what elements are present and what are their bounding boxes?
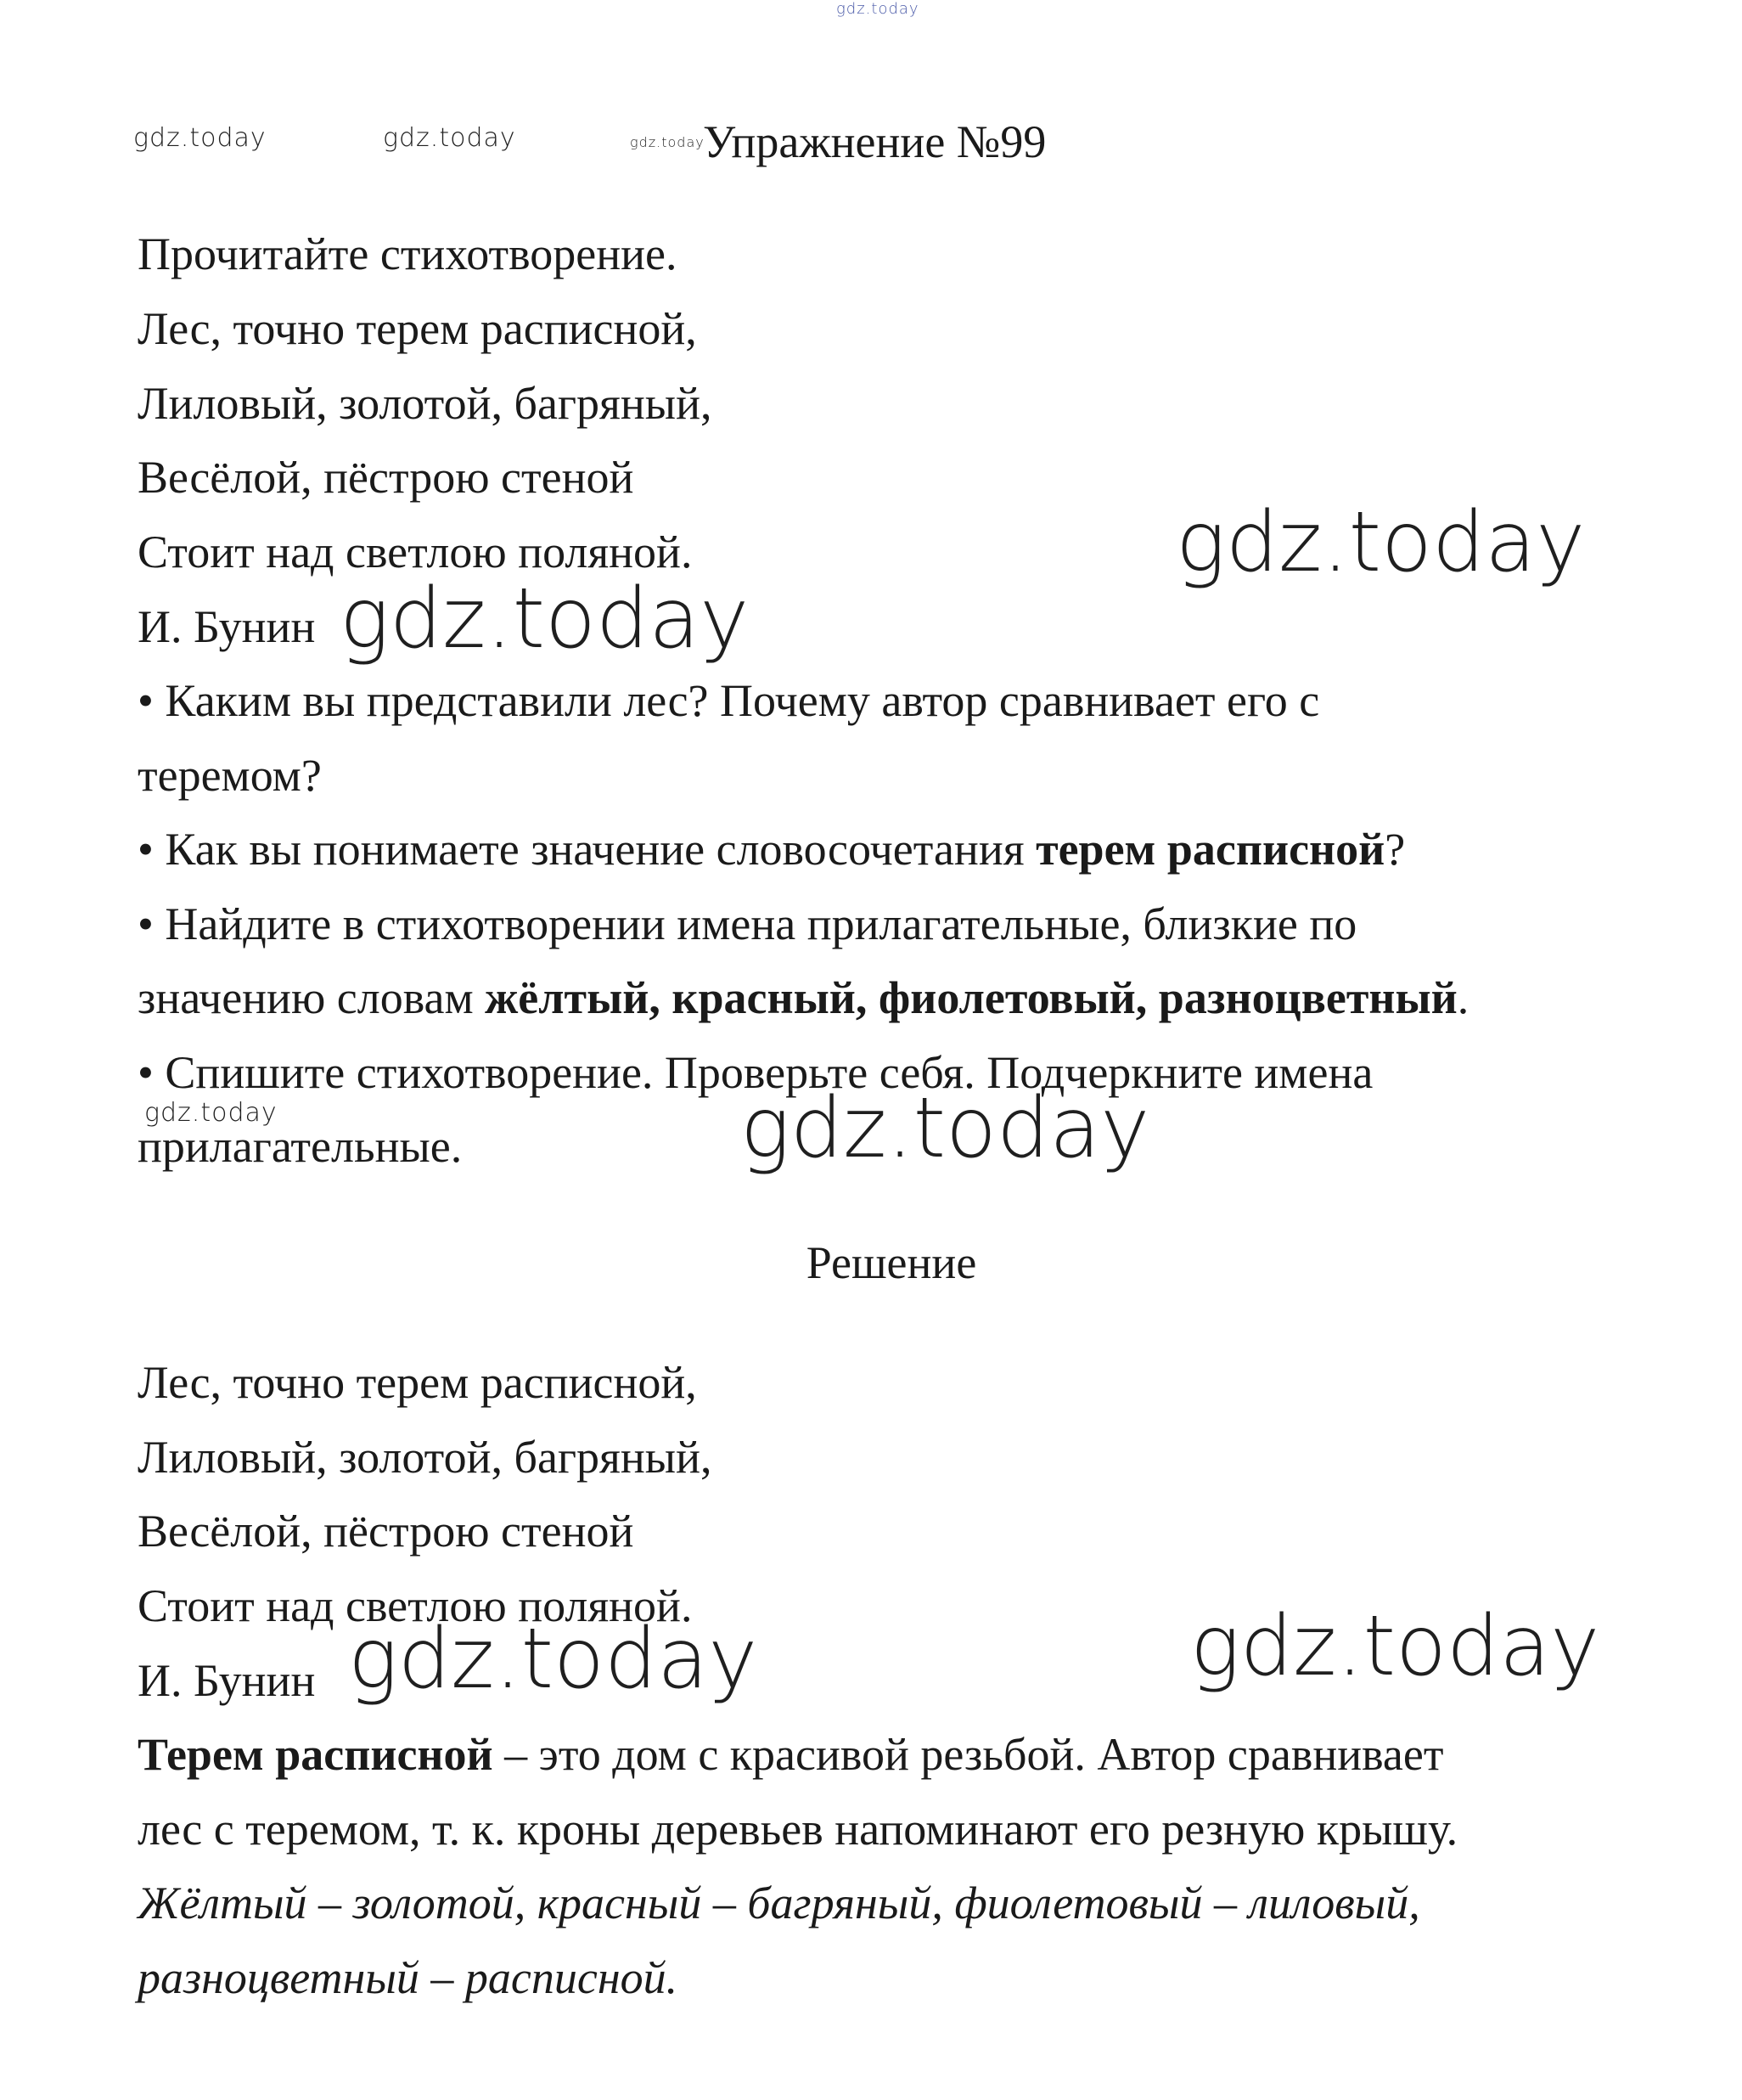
solution-answer-text: – это дом с красивой резьбой. Автор сравнивает — [492, 1729, 1444, 1780]
question-2-text: • Как вы понимаете значение словосочетания — [138, 824, 1037, 875]
solution-answer-line-2: лес с теремом, т. к. кроны деревьев напоминают его резную крышу. — [138, 1804, 1458, 1855]
question-3-line-1: • Найдите в стихотворении имена прилагательные, близкие по — [138, 898, 1357, 949]
watermark-large-5: gdz.today — [348, 1611, 758, 1708]
solution-heading: Решение — [806, 1237, 977, 1288]
question-3-bold: жёлтый, красный, фиолетовый, разноцветный — [485, 972, 1458, 1023]
solution-answer-bold: Терем расписной — [138, 1729, 493, 1780]
question-1-line-1: • Каким вы представили лес? Почему автор сравнивает его с — [138, 675, 1320, 726]
poem-line-3: Весёлой, пёстрою стеной — [138, 452, 634, 503]
question-3-text: значению словам — [138, 972, 486, 1023]
question-2-bold: терем расписной — [1036, 824, 1385, 875]
solution-poem-line-4: Стоит над светлою поляной. — [138, 1580, 693, 1631]
poem-line-1: Лес, точно терем расписной, — [138, 303, 697, 354]
solution-italic-line-2: разноцветный – расписной. — [138, 1952, 678, 2003]
question-4-line-1: • Спишите стихотворение. Проверьте себя. Подчеркните имена — [138, 1047, 1374, 1098]
watermark-header-1: gdz.today — [133, 123, 267, 153]
question-1-line-2: теремом? — [138, 750, 322, 801]
question-2 — [138, 824, 1406, 875]
watermark-large-4: gdz.today — [1190, 1598, 1600, 1695]
solution-author: И. Бунин — [138, 1655, 316, 1706]
question-4-line-2: прилагательные. — [138, 1121, 463, 1172]
poem-author: И. Бунин — [138, 601, 316, 652]
watermark-header-2: gdz.today — [383, 123, 516, 153]
watermark-large-2: gdz.today — [340, 571, 750, 667]
poem-line-4: Стоит над светлою поляной. — [138, 526, 693, 577]
question-3-end: . — [1457, 972, 1469, 1023]
watermark-large-3: gdz.today — [740, 1080, 1150, 1177]
solution-italic-line-1: Жёлтый – золотой, красный – багряный, фиолетовый – лиловый, — [138, 1878, 1420, 1928]
solution-poem-line-3: Весёлой, пёстрою стеной — [138, 1506, 634, 1557]
exercise-intro: Прочитайте стихотворение. — [138, 228, 677, 279]
solution-poem-line-1: Лес, точно терем расписной, — [138, 1357, 697, 1408]
solution-poem-line-2: Лиловый, золотой, багряный, — [138, 1432, 712, 1483]
watermark-top: gdz.today — [836, 0, 919, 18]
watermark-header-3: gdz.today — [630, 134, 705, 150]
question-2-end: ? — [1385, 824, 1406, 875]
watermark-large-1: gdz.today — [1176, 494, 1586, 591]
watermark-small-mid: gdz.today — [144, 1098, 278, 1128]
question-3-line-2 — [138, 972, 1469, 1023]
poem-line-2: Лиловый, золотой, багряный, — [138, 378, 712, 429]
solution-answer-line-1 — [138, 1729, 1444, 1780]
exercise-title: Упражнение №99 — [703, 116, 1047, 167]
